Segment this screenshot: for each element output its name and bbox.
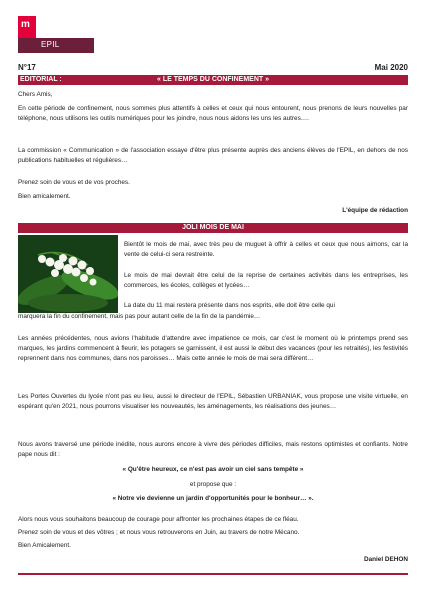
muguet-title: JOLI MOIS DE MAI — [182, 224, 244, 231]
footer-divider — [18, 573, 408, 575]
editorial-paragraph-3: Prenez soin de vous et de vos proches. — [18, 179, 130, 186]
quote-2: « Notre vie devienne un jardin d'opportunités pour le bonheur… ». — [112, 495, 314, 502]
quote-intro: et propose que : — [189, 481, 237, 488]
issue-number: N°17 — [18, 63, 36, 72]
editorial-title: « LE TEMPS DU CONFINEMENT » — [156, 76, 269, 83]
lily-of-the-valley-icon — [18, 235, 118, 313]
muguet-paragraph-3b: marquera la fin du confinement, mais pas pour autant celle de la fin de la pandémie… — [18, 313, 261, 320]
logo-bar — [18, 38, 36, 53]
issue-date: Mai 2020 — [374, 63, 408, 72]
muguet-paragraph-8: Prenez soin de vous et des vôtres ; et nous vous retrouverons en Juin, au travers de notre Mécano. — [18, 529, 300, 536]
lily-of-the-valley-photo — [18, 235, 118, 313]
muguet-paragraph-6: Nous avons traversé une période inédite, nous aurons encore à vivre des périodes difficiles, mais restons optimistes et confiants. Notre pape nous dit : — [18, 441, 408, 458]
editorial-paragraph-2: La commission « Communication » de l'association essaye d'être plus présente auprès des anciens élèves de l'EPIL, en dehors de nos publications habituelles et régulières… — [18, 147, 408, 164]
quote-1: « Qu'être heureux, ce n'est pas avoir un ciel sans tempête » — [122, 466, 304, 473]
muguet-paragraph-9: Bien Amicalement. — [18, 542, 71, 549]
muguet-band — [18, 223, 408, 233]
editorial-greeting: Chers Amis, — [18, 91, 53, 98]
editorial-signature: L'équipe de rédaction — [342, 207, 408, 214]
muguet-paragraph-7: Alors nous vous souhaitons beaucoup de courage pour affronter les prochaines étapes de ce fléau. — [18, 516, 299, 523]
logo-banner — [36, 38, 94, 53]
muguet-paragraph-2: Le mois de mai devrait être celui de la reprise de certaines activités dans les entreprises, les commerces, les écoles, collèges et lycées… — [124, 272, 408, 289]
epil-logo — [18, 16, 94, 53]
logo-mark — [18, 16, 36, 38]
editorial-paragraph-4: Bien amicalement. — [18, 193, 71, 200]
muguet-paragraph-1: Bientôt le mois de mai, avec très peu de muguet à offrir à celles et ceux que nous aimons, car la vente de celui-ci sera restreinte. — [124, 241, 408, 258]
logo-mark-text: m — [21, 19, 30, 30]
editorial-paragraph-1: En cette période de confinement, nous sommes plus attentifs à celles et ceux qui nous entourent, nous prenons de leurs nouvelles par téléphone, nous utilisons les outils numériques pour les joindre, nous nous aidons les uns les autres…. — [18, 105, 408, 122]
muguet-paragraph-4: Les années précédentes, nous avions l'habitude d'attendre avec impatience ce mois, car c'est le moment où le printemps prend ses marques, les jardins commencent à fleurir, les potagers se garnissent, il est aussi le début des vacances (pour les retraités), les festivités reprennent dans nos communes, dans nos paroisses… Mais cette année le mois de mai sera différent… — [18, 335, 408, 362]
logo-text: EPIL — [41, 40, 60, 49]
muguet-paragraph-3a: La date du 11 mai restera présente dans nos esprits, elle doit être celle qui — [124, 302, 335, 309]
muguet-signature: Daniel DEHON — [363, 556, 408, 563]
muguet-paragraph-5: Les Portes Ouvertes du lycée n'ont pas eu lieu, aussi le directeur de l'EPIL, Sébastien URBANIAK, vous propose une visite virtuelle, en espérant qu'en 2021, nous pourrons visualiser les nouveautés, les aménagements, les réalisations des jeunes… — [18, 393, 408, 410]
editorial-label: EDITORIAL : — [20, 76, 62, 83]
editorial-band — [18, 75, 408, 85]
